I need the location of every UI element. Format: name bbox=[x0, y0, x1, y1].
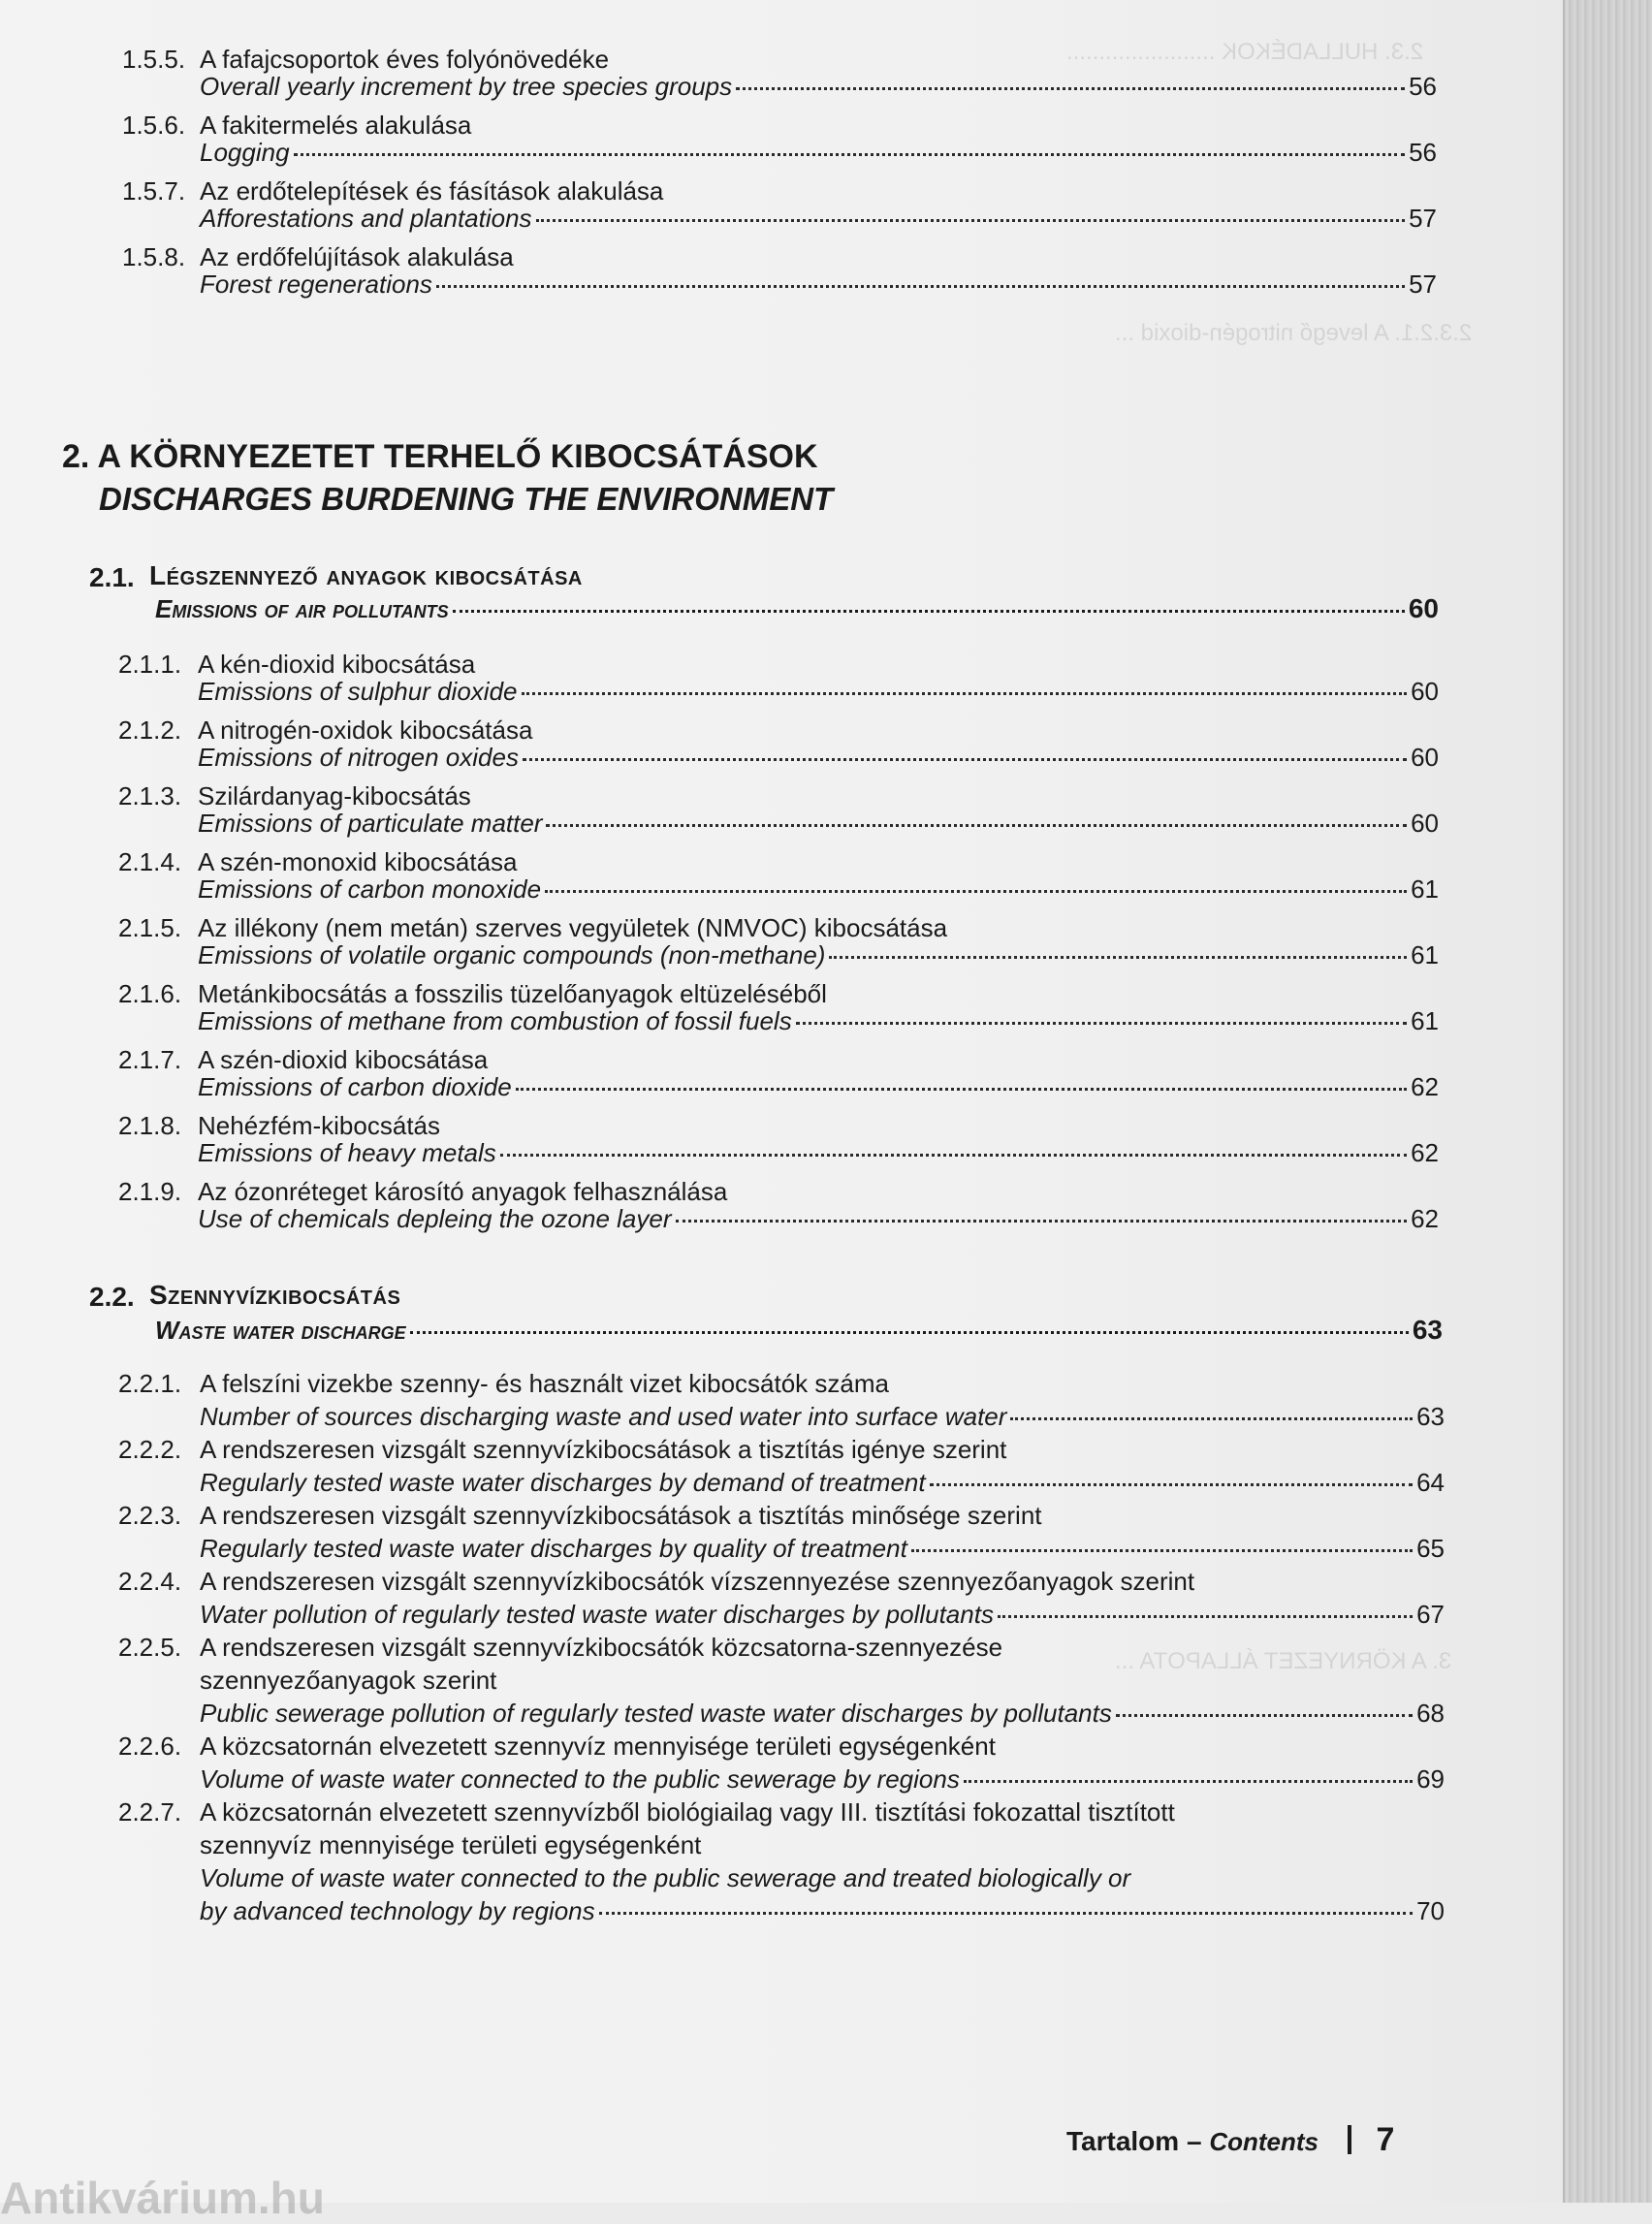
page-number[interactable]: 60 bbox=[1408, 593, 1439, 623]
entry-number: 2.1.7. bbox=[118, 1045, 182, 1074]
page-number[interactable]: 67 bbox=[1416, 1600, 1445, 1629]
show-through-text: 3. A KÖRNYEZET ÁLLAPOTA ... bbox=[1115, 1648, 1452, 1674]
entry-title-hu: Nehézfém-kibocsátás bbox=[198, 1111, 440, 1140]
entry-title-hu: Szilárdanyag-kibocsátás bbox=[198, 781, 471, 810]
section-number: 2.2. bbox=[89, 1282, 135, 1312]
entry-title-en: Emissions of carbon monoxide bbox=[198, 874, 542, 904]
entry-title-hu: A fafajcsoportok éves folyónövedéke bbox=[200, 45, 610, 74]
section-title-en: Emissions of air pollutants bbox=[155, 594, 449, 623]
show-through-text: 2.3. HULLADÉKOK ....................... bbox=[1066, 39, 1424, 65]
entry-number: 2.2.6. bbox=[118, 1732, 182, 1761]
entry-title-en: Emissions of nitrogen oxides bbox=[198, 743, 519, 772]
entry-number: 1.5.5. bbox=[122, 45, 186, 74]
entry-number: 1.5.6. bbox=[122, 111, 186, 140]
chapter-subtitle: DISCHARGES BURDENING THE ENVIRONMENT bbox=[99, 481, 834, 517]
entry-title-hu-cont: szennyvíz mennyisége területi egységenként bbox=[200, 1830, 702, 1859]
dot-leader bbox=[523, 758, 1407, 761]
entry-title-en: Emissions of heavy metals bbox=[198, 1138, 496, 1167]
section-heading-en[interactable] bbox=[155, 1315, 1443, 1346]
entry-number: 2.2.5. bbox=[118, 1633, 182, 1662]
dot-leader bbox=[522, 692, 1408, 695]
entry-number: 2.1.9. bbox=[118, 1177, 182, 1206]
page-number[interactable]: 61 bbox=[1411, 1006, 1439, 1035]
page-footer bbox=[1066, 2121, 1394, 2159]
entry-number: 2.1.4. bbox=[118, 847, 182, 876]
entry-number: 2.2.2. bbox=[118, 1435, 182, 1464]
entry-title-hu: A szén-dioxid kibocsátása bbox=[198, 1045, 489, 1074]
dot-leader bbox=[294, 153, 1406, 156]
entry-title-en: Regularly tested waste water discharges by quality of treatment bbox=[200, 1534, 907, 1563]
entry-title-en: Volume of waste water connected to the public sewerage by regions bbox=[200, 1764, 960, 1794]
entry-title-hu: Az ózonréteget károsító anyagok felhasználása bbox=[198, 1177, 728, 1206]
page-number[interactable]: 63 bbox=[1412, 1315, 1443, 1345]
entry-number: 2.2.1. bbox=[118, 1369, 182, 1398]
footer-label-en: Contents bbox=[1209, 2127, 1318, 2156]
entry-title-en: Emissions of carbon dioxide bbox=[198, 1072, 512, 1101]
entry-number: 2.2.3. bbox=[118, 1501, 182, 1530]
page-number[interactable]: 57 bbox=[1409, 204, 1437, 233]
dot-leader bbox=[536, 219, 1406, 222]
page-number[interactable]: 64 bbox=[1416, 1468, 1445, 1497]
dot-leader bbox=[911, 1549, 1413, 1552]
section-title-en: Waste water discharge bbox=[155, 1316, 406, 1345]
entry-number: 2.2.4. bbox=[118, 1567, 182, 1596]
dot-leader bbox=[1116, 1714, 1413, 1717]
section-title-hu: Szennyvízkibocsátás bbox=[149, 1280, 401, 1310]
entry-title-en: Volume of waste water connected to the public sewerage and treated biologically or bbox=[200, 1863, 1131, 1892]
chapter-title: 2. A KÖRNYEZETET TERHELŐ KIBOCSÁTÁSOK bbox=[62, 438, 818, 475]
page-number[interactable]: 60 bbox=[1411, 743, 1439, 772]
dot-leader bbox=[436, 285, 1405, 288]
show-through-text: 2.3.2.1. A levegő nitrogén-dioxid ... bbox=[1115, 320, 1473, 346]
page-edge-stack bbox=[1563, 0, 1652, 2203]
entry-number: 2.1.2. bbox=[118, 715, 182, 745]
page-number[interactable]: 63 bbox=[1416, 1402, 1445, 1431]
footer-divider bbox=[1348, 2125, 1351, 2154]
entry-number: 2.1.5. bbox=[118, 913, 182, 942]
entry-number: 2.1.3. bbox=[118, 781, 182, 810]
entry-title-en: Emissions of methane from combustion of fossil fuels bbox=[198, 1006, 792, 1035]
entry-title-en: Forest regenerations bbox=[200, 270, 432, 299]
entry-title-hu: Az illékony (nem metán) szerves vegyületek (NMVOC) kibocsátása bbox=[198, 913, 948, 942]
entry-title-en: Logging bbox=[200, 138, 290, 167]
entry-title-hu: A szén-monoxid kibocsátása bbox=[198, 847, 518, 876]
entry-title-en: Water pollution of regularly tested waste water discharges by pollutants bbox=[200, 1600, 994, 1629]
page-number[interactable]: 57 bbox=[1409, 270, 1437, 299]
entry-title-en: Regularly tested waste water discharges by demand of treatment bbox=[200, 1468, 926, 1497]
dot-leader bbox=[998, 1615, 1413, 1618]
entry-title-en: Afforestations and plantations bbox=[200, 204, 532, 233]
entry-title-hu: A rendszeresen vizsgált szennyvízkibocsátások a tisztítás igénye szerint bbox=[200, 1435, 1007, 1464]
entry-title-hu: A közcsatornán elvezetett szennyvíz mennyisége területi egységenként bbox=[200, 1732, 996, 1761]
entry-title-hu-cont: szennyezőanyagok szerint bbox=[200, 1666, 497, 1695]
entry-title-en-cont: by advanced technology by regions bbox=[200, 1896, 595, 1925]
entry-title-en: Overall yearly increment by tree species groups bbox=[200, 72, 733, 101]
dot-leader bbox=[1010, 1417, 1413, 1420]
section-title-hu: Légszennyező anyagok kibocsátása bbox=[149, 560, 583, 590]
page-number[interactable]: 70 bbox=[1416, 1896, 1445, 1925]
page-number[interactable]: 65 bbox=[1416, 1534, 1445, 1563]
entry-title-en: Use of chemicals depleing the ozone layer bbox=[198, 1204, 672, 1233]
entry-title-hu: A rendszeresen vizsgált szennyvízkibocsátók közcsatorna-szennyezése bbox=[200, 1633, 1003, 1662]
entry-number: 2.1.6. bbox=[118, 979, 182, 1008]
page-number[interactable]: 68 bbox=[1416, 1699, 1445, 1728]
entry-number: 1.5.8. bbox=[122, 242, 186, 271]
footer-dash: – bbox=[1186, 2126, 1202, 2156]
page-number[interactable]: 62 bbox=[1411, 1138, 1439, 1167]
entry-title-hu: Az erdőtelepítések és fásítások alakulása bbox=[200, 176, 664, 206]
page-number[interactable]: 62 bbox=[1411, 1072, 1439, 1101]
entry-title-en: Emissions of sulphur dioxide bbox=[198, 677, 518, 706]
entry-title-hu: A felszíni vizekbe szenny- és használt vizet kibocsátók száma bbox=[200, 1369, 889, 1398]
page-number[interactable]: 61 bbox=[1411, 874, 1439, 904]
dot-leader bbox=[516, 1088, 1407, 1091]
watermark: Antikvárium.hu bbox=[0, 2173, 325, 2223]
page-number[interactable]: 69 bbox=[1416, 1764, 1445, 1794]
page-number[interactable]: 56 bbox=[1409, 138, 1437, 167]
page-number[interactable]: 56 bbox=[1409, 72, 1437, 101]
entry-title-en: Emissions of volatile organic compounds (non-methane) bbox=[198, 940, 826, 969]
entry-number: 2.1.1. bbox=[118, 650, 182, 679]
dot-leader bbox=[546, 824, 1407, 827]
section-heading-en[interactable] bbox=[155, 593, 1439, 624]
page-number[interactable]: 62 bbox=[1411, 1204, 1439, 1233]
entry-title-hu: A kén-dioxid kibocsátása bbox=[198, 650, 476, 679]
entry-title-hu: A rendszeresen vizsgált szennyvízkibocsátók vízszennyezése szennyezőanyagok szerint bbox=[200, 1567, 1195, 1596]
entry-number: 2.2.7. bbox=[118, 1797, 182, 1827]
page-number[interactable]: 60 bbox=[1411, 677, 1439, 706]
dot-leader bbox=[930, 1483, 1413, 1486]
page-number[interactable]: 60 bbox=[1411, 809, 1439, 838]
dot-leader bbox=[453, 610, 1405, 613]
dot-leader bbox=[545, 890, 1407, 893]
dot-leader bbox=[964, 1780, 1413, 1783]
entry-title-hu: A rendszeresen vizsgált szennyvízkibocsátások a tisztítás minősége szerint bbox=[200, 1501, 1042, 1530]
dot-leader bbox=[736, 87, 1405, 90]
entry-title-en: Public sewerage pollution of regularly tested waste water discharges by pollutants bbox=[200, 1699, 1112, 1728]
dot-leader bbox=[500, 1154, 1407, 1157]
entry-title-hu: A fakitermelés alakulása bbox=[200, 111, 472, 140]
dot-leader bbox=[676, 1220, 1408, 1223]
page-number[interactable]: 61 bbox=[1411, 940, 1439, 969]
section-number: 2.1. bbox=[89, 562, 135, 592]
entry-number: 1.5.7. bbox=[122, 176, 186, 206]
dot-leader bbox=[599, 1912, 1413, 1915]
footer-label-hu: Tartalom bbox=[1066, 2126, 1180, 2156]
entry-title-hu: A nitrogén-oxidok kibocsátása bbox=[198, 715, 533, 745]
footer-page-number: 7 bbox=[1376, 2121, 1395, 2158]
entry-title-en: Emissions of particulate matter bbox=[198, 809, 543, 838]
entry-title-hu: A közcsatornán elvezetett szennyvízből biológiailag vagy III. tisztítási fokozattal tisztított bbox=[200, 1797, 1175, 1827]
dot-leader bbox=[796, 1022, 1407, 1025]
dot-leader bbox=[410, 1331, 1409, 1334]
entry-number: 2.1.8. bbox=[118, 1111, 182, 1140]
entry-title-hu: Az erdőfelújítások alakulása bbox=[200, 242, 514, 271]
entry-title-hu: Metánkibocsátás a fosszilis tüzelőanyagok eltüzeléséből bbox=[198, 979, 827, 1008]
dot-leader bbox=[829, 956, 1407, 959]
entry-title-en: Number of sources discharging waste and used water into surface water bbox=[200, 1402, 1007, 1431]
